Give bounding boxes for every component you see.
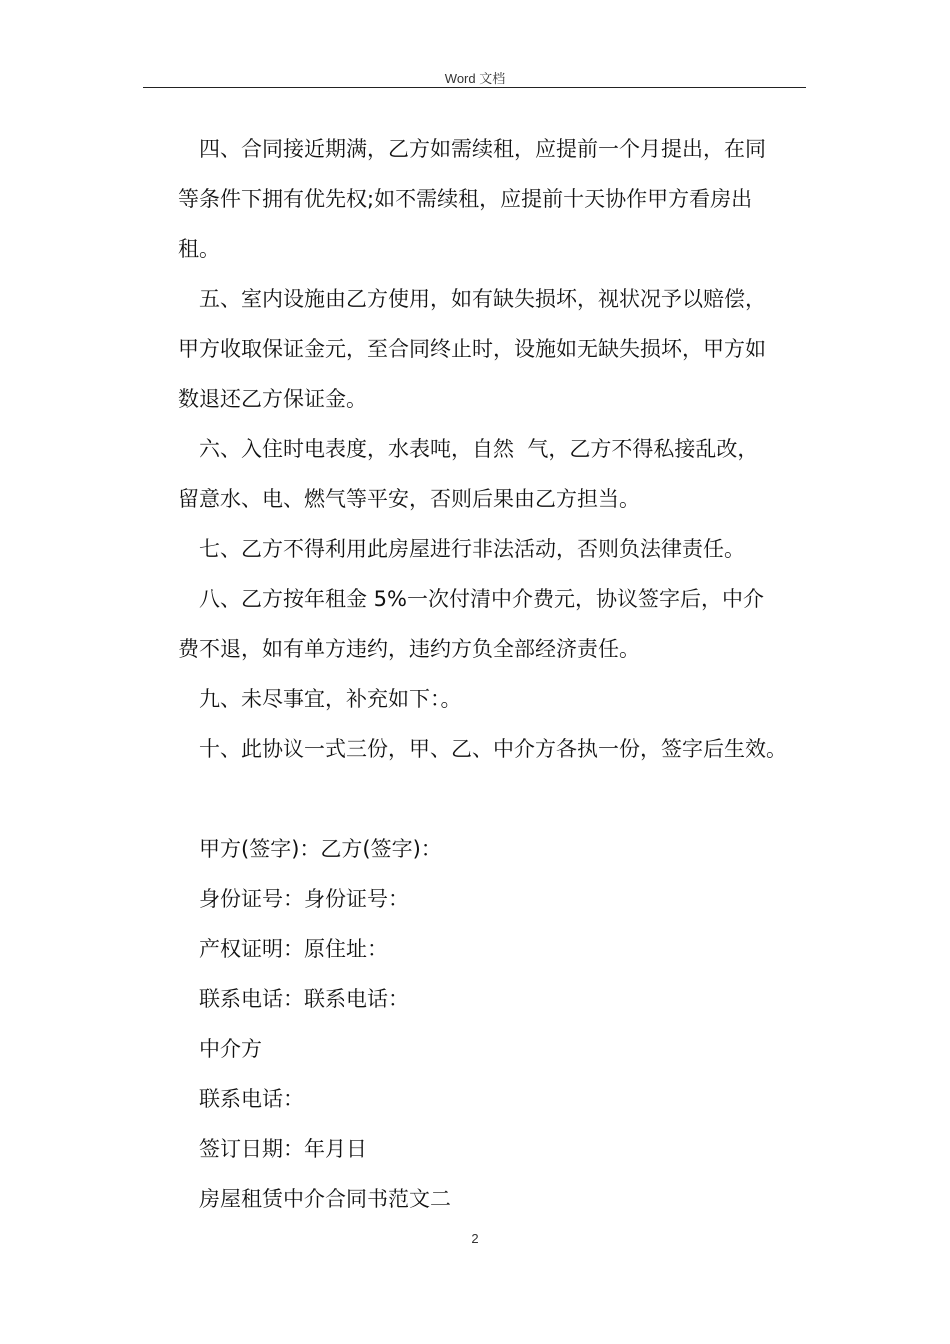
clause-5-line-3: 数退还乙方保证金。 [178, 387, 367, 411]
signature-phones: 联系电话：联系电话： [199, 987, 409, 1011]
header-divider [143, 87, 806, 88]
clause-8-line-1: 八、乙方按年租金 5%一次付清中介费元，协议签字后，中介 [199, 587, 764, 611]
signature-agency-phone: 联系电话： [199, 1087, 304, 1111]
clause-8 [178, 574, 818, 674]
page-number: 2 [471, 1231, 479, 1246]
clause-4-line-3: 租。 [178, 237, 220, 261]
clause-9-line-1: 九、未尽事宜，补充如下：。 [199, 687, 462, 711]
clause-8-line-2: 费不退，如有单方违约，违约方负全部经济责任。 [178, 637, 640, 661]
clause-10 [178, 724, 818, 774]
signature-id-numbers: 身份证号：身份证号： [199, 887, 409, 911]
clause-7 [178, 524, 818, 574]
clause-10-line-1: 十、此协议一式三份，甲、乙、中介方各执一份，签字后生效。 [199, 737, 787, 761]
signature-agency: 中介方 [199, 1037, 262, 1061]
clause-4 [178, 124, 818, 274]
clause-5-line-1: 五、室内设施由乙方使用，如有缺失损坏，视状况予以赔偿， [199, 287, 766, 311]
clause-7-line-1: 七、乙方不得利用此房屋进行非法活动，否则负法律责任。 [199, 537, 745, 561]
signature-parties: 甲方(签字)：乙方(签字)： [199, 837, 442, 861]
clause-6-line-2: 留意水、电、燃气等平安，否则后果由乙方担当。 [178, 487, 640, 511]
clause-9 [178, 674, 818, 724]
clause-5 [178, 274, 818, 424]
clause-5-line-2: 甲方收取保证金元，至合同终止时，设施如无缺失损坏，甲方如 [178, 337, 766, 361]
blank-line [178, 774, 818, 824]
document-body [178, 124, 818, 1224]
clause-6 [178, 424, 818, 524]
signature-date: 签订日期：年月日 [199, 1137, 367, 1161]
clause-6-line-1: 六、入住时电表度，水表吨，自然 气，乙方不得私接乱改， [199, 437, 759, 461]
page-header: Word 文档 [444, 71, 506, 86]
clause-4-line-2: 等条件下拥有优先权;如不需续租，应提前十天协作甲方看房出 [178, 187, 753, 211]
signature-property-address: 产权证明：原住址： [199, 937, 388, 961]
next-document-title: 房屋租赁中介合同书范文二 [199, 1187, 451, 1211]
signature-block [178, 824, 818, 1224]
clause-4-line-1: 四、合同接近期满，乙方如需续租，应提前一个月提出，在同 [199, 137, 766, 161]
